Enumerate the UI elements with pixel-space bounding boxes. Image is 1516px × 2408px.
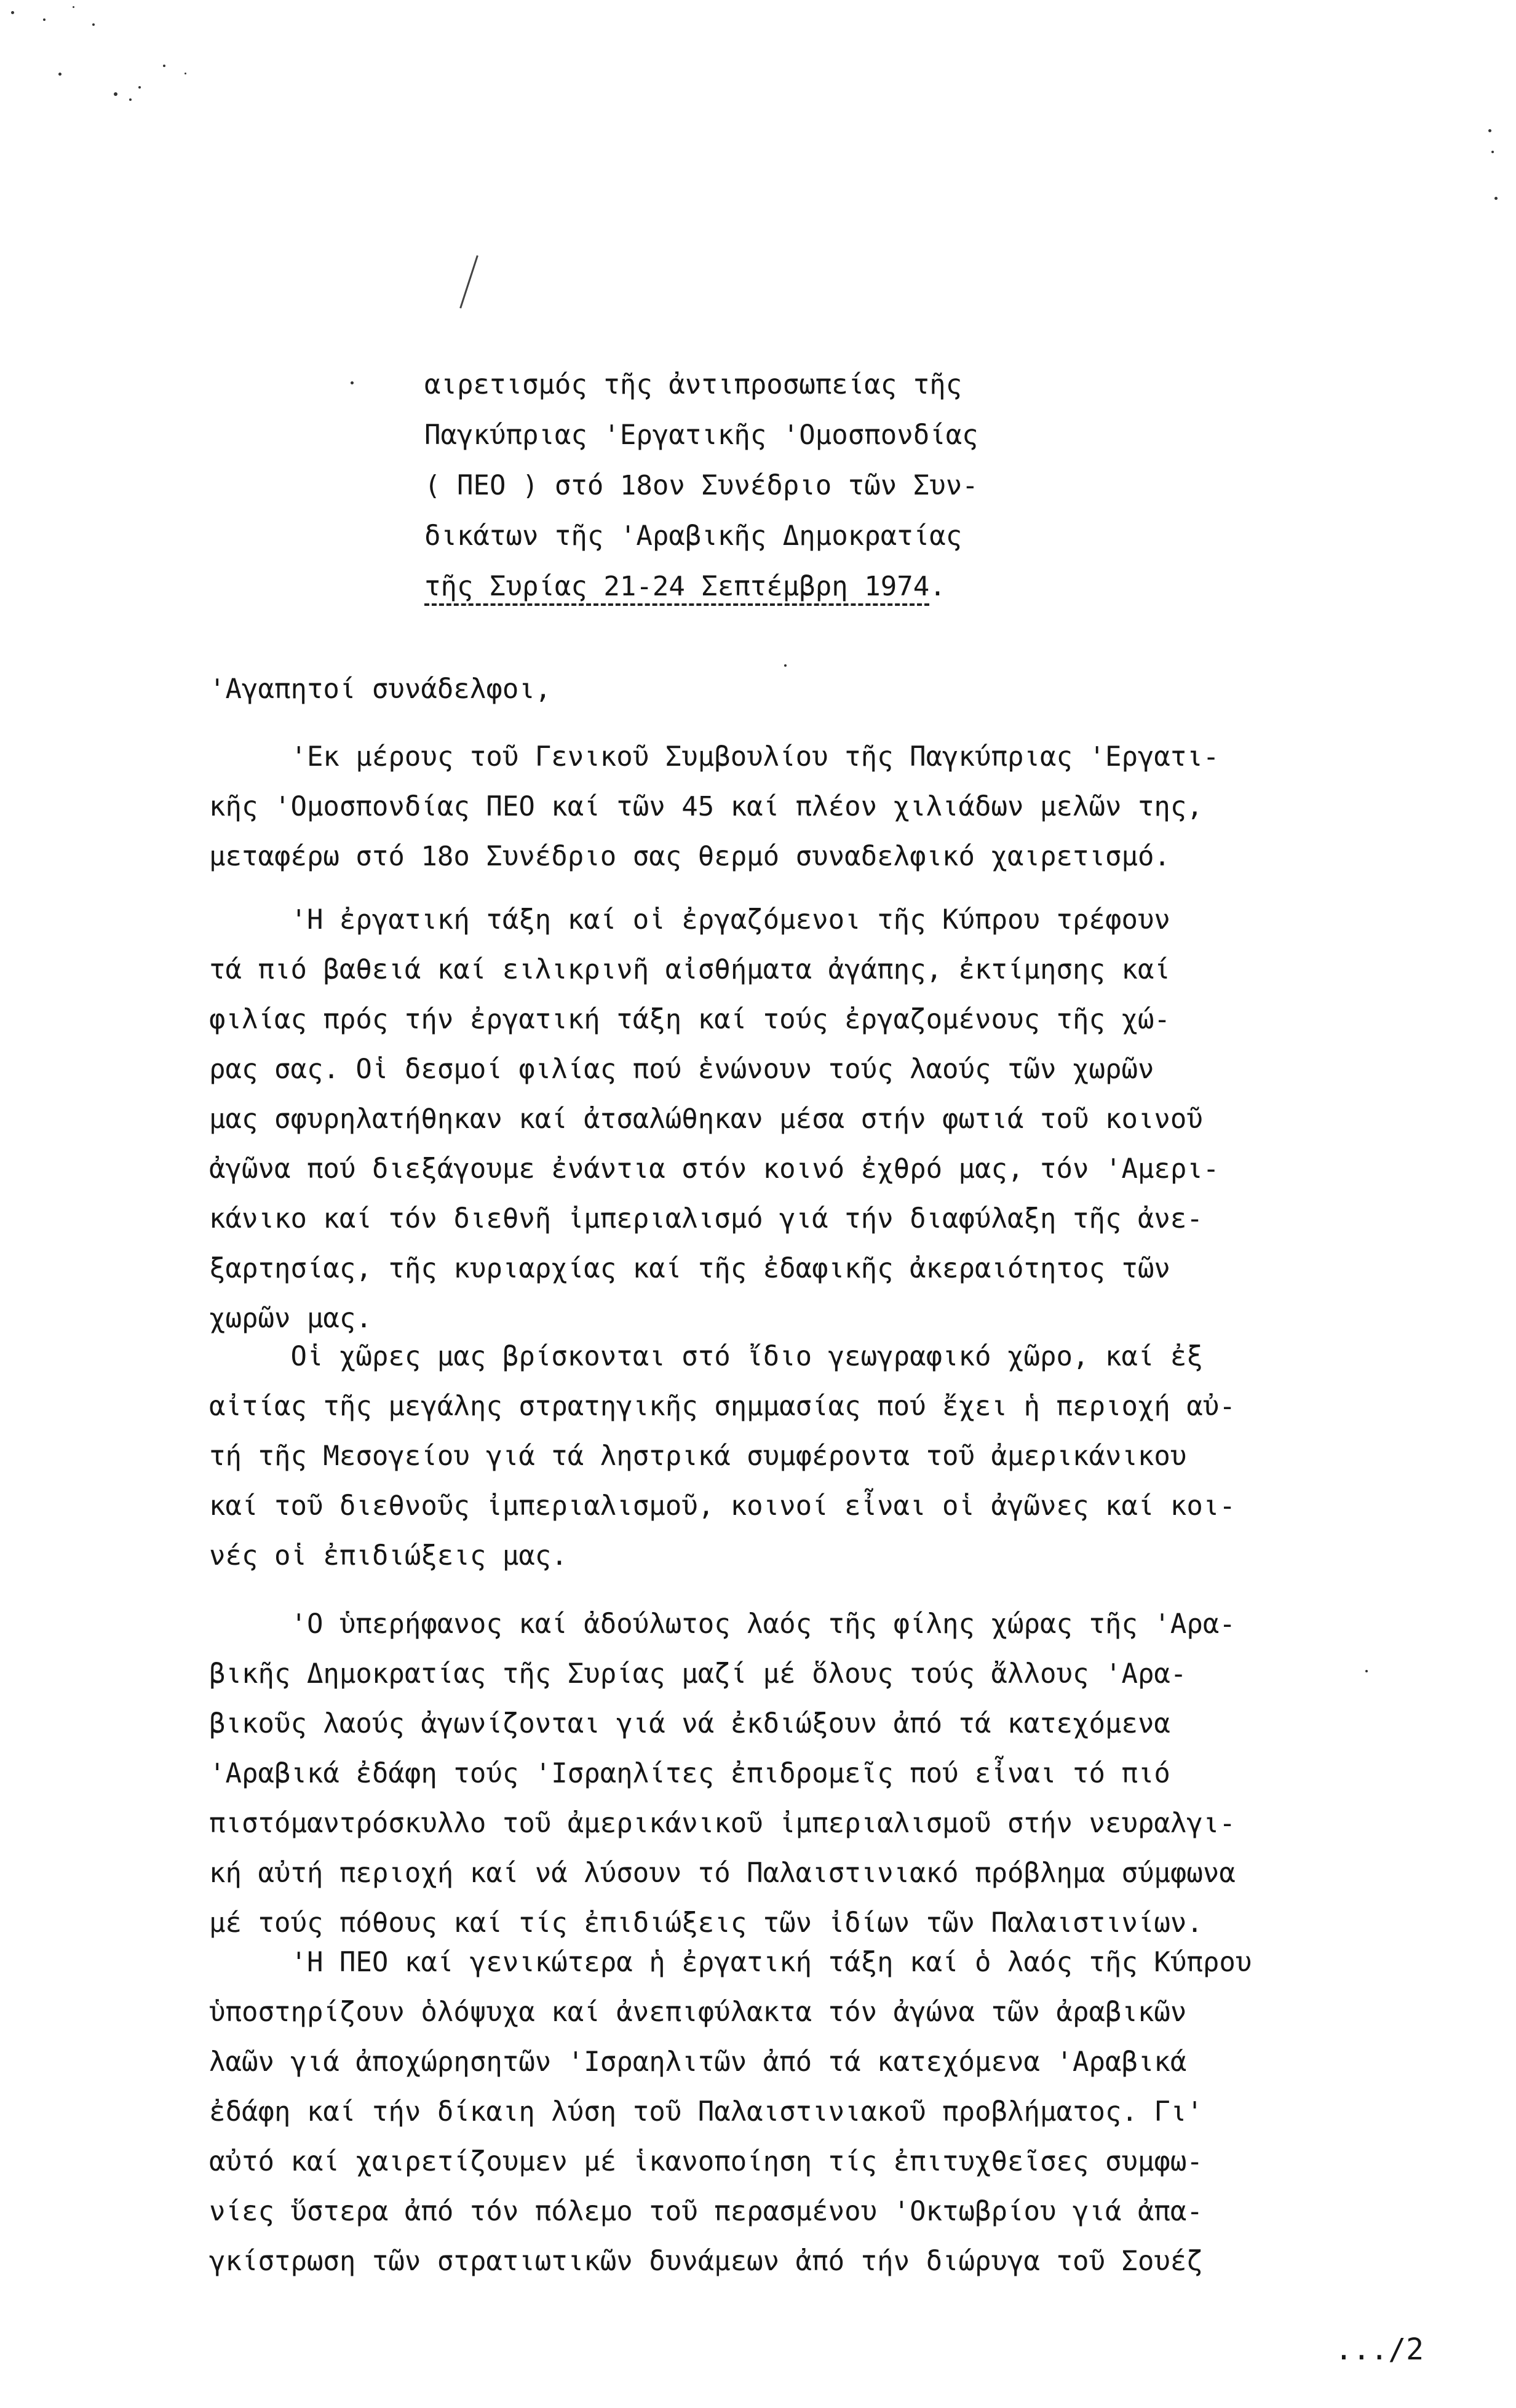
title-line: ( ΠΕΟ ) στό 18ον Συνέδριο τῶν Συν- (424, 470, 978, 501)
page-continuation-marker: .../2 (1335, 2332, 1424, 2367)
title-underlined-text: τῆς Συρίας 21-24 Σεπτέμβρη 1974 (424, 571, 929, 606)
body-paragraph: 'Ο ὑπερήφανος καί ἀδούλωτος λαός τῆς φίλης χώρας τῆς 'Αρα- βικῆς Δημοκρατίας τῆς Συρίας μαζί μέ ὅλους τούς ἄλλους 'Αρα- βικοῦς λαούς ἀγωνίζονται γιά νά ἐκδιώξουν ἀπό τά κατεχόμενα 'Αραβικά ἐδάφη τούς 'Ισραηλίτες ἐπιδρομεῖς πού εἶναι τό πιό πιστόμαντρόσκυλλο τοῦ ἀμερικάνικοῦ ἰμπεριαλισμοῦ στήν νευραλγι- κή αὐτή περιοχή καί νά λύσουν τό Παλαιστινιακό πρόβλημα σύμφωνα μέ τούς πόθους καί τίς ἐπιδιώξεις τῶν ἰδίων τῶν Παλαιστινίων. (209, 1608, 1236, 1939)
scan-speck (185, 73, 186, 74)
pen-stroke-mark (459, 255, 485, 311)
title-line (424, 562, 978, 612)
body-paragraph: 'Εκ μέρους τοῦ Γενικοῦ Συμβουλίου τῆς Παγκύπριας 'Εργατι- κῆς 'Ομοσπονδίας ΠΕΟ καί τῶν 45 καί πλέον χιλιάδων μελῶν της, μεταφέρω στό 18ο Συνέδριο σας θερμό συναδελφικό χαιρετισμό. (209, 741, 1220, 872)
scan-speck (114, 92, 117, 96)
scan-speck (73, 6, 74, 8)
scan-speck (11, 11, 14, 14)
scan-speck (784, 664, 787, 667)
scan-speck (138, 86, 141, 89)
title-punctuation: . (929, 571, 946, 602)
title-line: αιρετισμός τῆς ἀντιπροσωπείας τῆς (424, 369, 962, 400)
scan-speck (351, 381, 354, 384)
scan-speck (1488, 129, 1491, 132)
document-title (424, 360, 978, 612)
body-paragraph: 'Η ἐργατική τάξη καί οἱ ἐργαζόμενοι τῆς Κύπρου τρέφουν τά πιό βαθειά καί ειλικρινῆ αἰσθήματα ἀγάπης, ἐκτίμησης καί φιλίας πρός τήν ἐργατική τάξη καί τούς ἐργαζομένους τῆς χώ- ρας σας. Οἱ δεσμοί φιλίας πού ἑνώνουν τούς λαούς τῶν χωρῶν μας σφυρηλατήθηκαν καί ἀτσαλώθηκαν μέσα στήν φωτιά τοῦ κοινοῦ ἀγῶνα πού διεξάγουμε ἐνάντια στόν κοινό ἐχθρό μας, τόν 'Αμερι- κάνικο καί τόν διεθνῆ ἰμπεριαλισμό γιά τήν διαφύλαξη τῆς ἀνε- ξαρτησίας, τῆς κυριαρχίας καί τῆς ἐδαφικῆς ἀκεραιότητος τῶν χωρῶν μας. (209, 904, 1220, 1334)
scan-speck (163, 65, 165, 67)
scan-speck (1491, 151, 1494, 153)
title-line: δικάτων τῆς 'Αραβικῆς Δημοκρατίας (424, 520, 962, 552)
scan-speck (129, 98, 132, 101)
scan-speck (92, 23, 95, 26)
body-paragraph: Οἱ χῶρες μας βρίσκονται στό ἴδιο γεωγραφικό χῶρο, καί ἐξ αἰτίας τῆς μεγάλης στρατηγικῆς σημμασίας πού ἔχει ἡ περιοχή αὐ- τή τῆς Μεσογείου γιά τά ληστρικά συμφέροντα τοῦ ἀμερικάνικου καί τοῦ διεθνοῦς ἰμπεριαλισμοῦ, κοινοί εἶναι οἱ ἀγῶνες καί κοι- νές οἱ ἐπιδιώξεις μας. (209, 1341, 1236, 1572)
body-paragraph: 'Η ΠΕΟ καί γενικώτερα ἡ ἐργατική τάξη καί ὁ λαός τῆς Κύπρου ὑποστηρίζουν ὁλόψυχα καί ἀνεπιφύλακτα τόν ἀγώνα τῶν ἀραβικῶν λαῶν γιά ἀποχώρησητῶν 'Ισραηλιτῶν ἀπό τά κατεχόμενα 'Αραβικά ἐδάφη καί τήν δίκαιη λύση τοῦ Παλαιστινιακοῦ προβλήματος. Γι' αὐτό καί χαιρετίζουμεν μέ ἱκανοποίηση τίς ἐπιτυχθεῖσες συμφω- νίες ὕστερα ἀπό τόν πόλεμο τοῦ περασμένου 'Οκτωβρίου γιά ἀπα- γκίστρωση τῶν στρατιωτικῶν δυνάμεων ἀπό τήν διώρυγα τοῦ Σουέζ (209, 1947, 1252, 2277)
scan-speck (43, 18, 46, 21)
scan-speck (1494, 197, 1498, 200)
scan-speck (58, 73, 62, 76)
salutation: 'Αγαπητοί συνάδελφοι, (209, 674, 552, 705)
title-line: Παγκύπριας 'Εργατικῆς 'Ομοσπονδίας (424, 419, 978, 451)
